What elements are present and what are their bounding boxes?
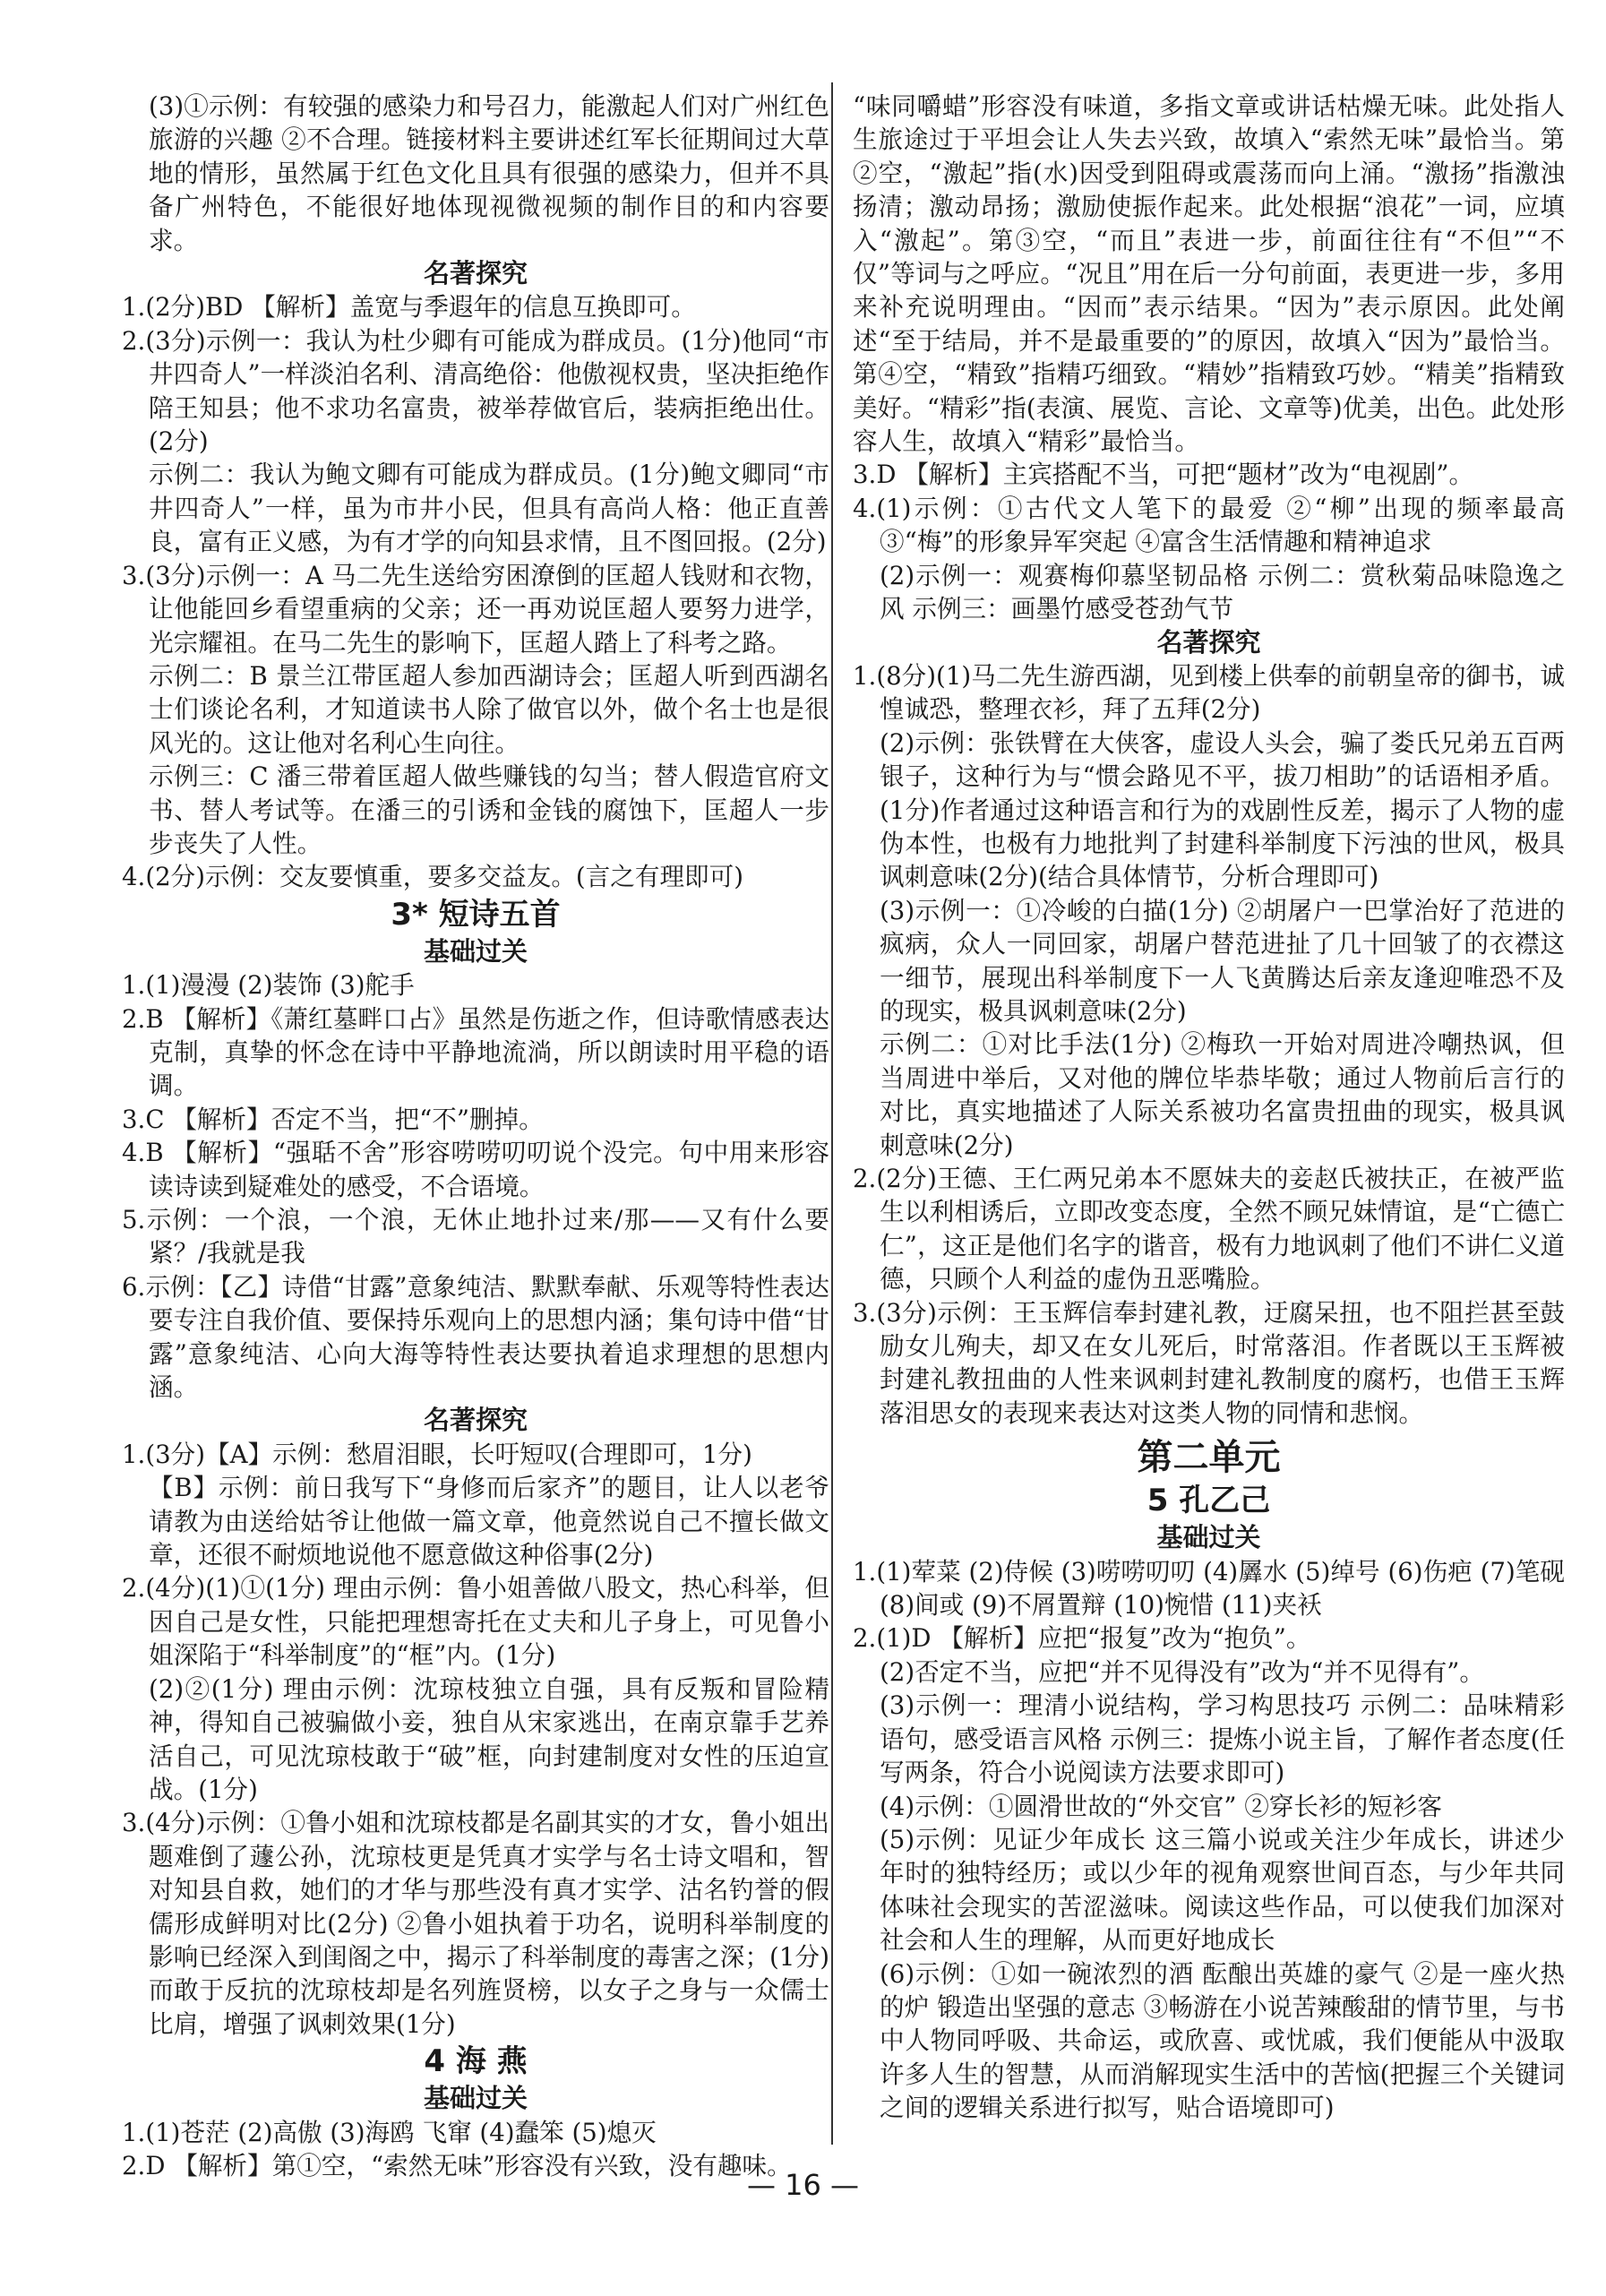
answer-item: 【B】示例：前日我写下“身修而后家齐”的题目，让人以老爷请教为由送给姑爷让他做一篇文章，他竟然说自己不擅长做文章，还很不耐烦地说他不愿意做这种俗事(2分)	[149, 1473, 829, 1570]
answer-item: 3.(3分)示例一：A 马二先生送给穷困潦倒的匡超人钱财和衣物，让他能回乡看望重病的父亲；还一再劝说匡超人要努力进学，光宗耀祖。在马二先生的影响下，匡超人踏上了科考之路。	[122, 560, 829, 658]
answer-item: 3.(4分)示例：①鲁小姐和沈琼枝都是名副其实的才女，鲁小姐出题难倒了蘧公孙，沈琼枝更是凭真才实学与名士诗文唱和，智对知县自救，她们的才华与那些没有真才实学、沽名钓誉的假儒形成鲜明对比(2分) ②鲁小姐执着于功名，说明科举制度的影响已经深入到闺阁之中，揭示了科举制度的毒害之深；(1分)而敢于反抗的沈琼枝却是名列旌贤榜，以女子之身与一众儒士比肩，增强了讽刺效果(1分)	[122, 1808, 829, 2039]
section-title-classic-inquiry: 名著探究	[423, 258, 528, 289]
answer-item: 2.(3分)示例一：我认为杜少卿有可能成为群成员。(1分)他同“市井四奇人”一样淡泊名利、清高绝俗：他傲视权贵，坚决拒绝作陪王知县；他不求功名富贵，被举荐做官后，装病拒绝出仕。(2分)	[122, 325, 829, 457]
lesson-title-5: 5 孔乙己	[1147, 1483, 1271, 1519]
answer-item: 2.B 【解析】《萧红墓畔口占》虽然是伤逝之作，但诗歌情感表达克制，真挚的怀念在诗中平静地流淌，所以朗读时用平稳的语调。	[122, 1003, 829, 1101]
answer-item: (2)示例一：观赛梅仰慕坚韧品格 示例二：赏秋菊品味隐逸之风 示例三：画墨竹感受苍劲气节	[880, 560, 1565, 624]
answer-paragraph: “味同嚼蜡”形容没有味道，多指文章或讲话枯燥无味。此处指人生旅途过于平坦会让人失去兴致，故填入“索然无味”最恰当。第②空，“激起”指(水)因受到阻碍或震荡而向上涌。“激扬”指激浊扬清；激动昂扬；激励使振作起来。此处根据“浪花”一词，应填入“激起”。第③空，“而且”表进一步，前面往往有“不但”“不仅”等词与之呼应。“况且”用在后一分句前面，表更进一步，多用来补充说明理由。“因而”表示结果。“因为”表示原因。此处阐述“至于结局，并不是最重要的”的原因，故填入“因为”最恰当。第④空，“精致”指精巧细致。“精妙”指精致巧妙。“精美”指精致美好。“精彩”指(表演、展览、言论、文章等)优美，出色。此处形容人生，故填入“精彩”最恰当。	[853, 91, 1565, 457]
right-column	[853, 90, 1565, 2125]
answer-item: (3)示例一：①冷峻的白描(1分) ②胡屠户一巴掌治好了范进的疯病，众人一同回家，胡屠户替范进扯了几十回皱了的衣襟这一细节，展现出科举制度下一人飞黄腾达后亲友逢迎唯恐不及的现实，极具讽刺意味(2分)	[880, 895, 1565, 1026]
answer-item: 4.B 【解析】“强聒不舍”形容唠唠叨叨说个没完。句中用来形容读诗读到疑难处的感受，不合语境。	[122, 1138, 829, 1201]
answer-item: (4)示例：①圆滑世故的“外交官” ②穿长衫的短衫客	[880, 1791, 1442, 1821]
answer-item: 2.(2分)王德、王仁两兄弟本不愿妹夫的妾赵氏被扶正，在被严监生以利相诱后，立即改变态度，全然不顾兄妹情谊，是“亡德亡仁”，这正是他们名字的谐音，极有力地讽刺了他们不讲仁义道德，只顾个人利益的虚伪丑恶嘴脸。	[853, 1164, 1565, 1294]
answer-item: (2)示例：张铁臂在大侠客，虚设人头会，骗了娄氏兄弟五百两银子，这种行为与“惯会路见不平，拔刀相助”的话语相矛盾。(1分)作者通过这种语言和行为的戏剧性反差，揭示了人物的虚伪本性，也极有力地批判了封建科举制度下污浊的世风，极具讽刺意味(2分)(结合具体情节，分析合理即可)	[880, 727, 1565, 892]
answer-item: 2.(1)D 【解析】应把“报复”改为“抱负”。	[853, 1623, 1311, 1654]
answer-item: 1.(2分)BD 【解析】盖宽与季遐年的信息互换即可。	[122, 292, 696, 322]
answer-item: 4.(2分)示例：交友要慎重，要多交益友。(言之有理即可)	[122, 862, 744, 892]
section-title-classic-inquiry: 名著探究	[423, 1405, 528, 1436]
answer-item: 3.(3分)示例：王玉辉信奉封建礼教，迂腐呆扭，也不阻拦甚至鼓励女儿殉夫，却又在女儿死后，时常落泪。作者既以王玉辉被封建礼教扭曲的人性来讽刺封建礼教制度的腐朽，也借王玉辉落泪思女的表现来表达对这类人物的同情和悲悯。	[853, 1297, 1565, 1428]
answer-item: 4.(1)示例：①古代文人笔下的最爱 ②“柳”出现的频率最高 ③“梅”的形象异军突起 ④富含生活情趣和精神追求	[853, 493, 1565, 557]
left-column	[122, 90, 829, 2182]
answer-item: 示例三：C 潘三带着匡超人做些赚钱的勾当；替人假造官府文书、替人考试等。在潘三的引诱和金钱的腐蚀下，匡超人一步步丧失了人性。	[149, 761, 829, 858]
answer-item: 3.D 【解析】主宾搭配不当，可把“题材”改为“电视剧”。	[853, 460, 1474, 490]
answer-item: (5)示例：见证少年成长 这三篇小说或关注少年成长，讲述少年时的独特经历；或以少年的视角观察世间百态，与少年共同体味社会现实的苦涩滋味。阅读这些作品，可以使我们加深对社会和人生的理解，从而更好地成长	[880, 1824, 1565, 1956]
lesson-title-4: 4 海 燕	[424, 2043, 528, 2080]
answer-item: 6.示例：【乙】诗借“甘露”意象纯洁、默默奉献、乐观等特性表达要专注自我价值、要保持乐观向上的思想内涵；集句诗中借“甘露”意象纯洁、心向大海等特性表达要执着追求理想的思想内涵。	[122, 1271, 829, 1403]
section-title-basics: 基础过关	[423, 2083, 528, 2114]
answer-item: 1.(8分)(1)马二先生游西湖，见到楼上供奉的前朝皇帝的御书，诚惶诚恐，整理衣衫，拜了五拜(2分)	[853, 660, 1565, 725]
answer-item: (2)②(1分) 理由示例：沈琼枝独立自强，具有反叛和冒险精神，得知自己被骗做小妾，独自从宋家逃出，在南京靠手艺养活自己，可见沈琼枝敢于“破”框，向封建制度对女性的压迫宣战。(1分)	[149, 1673, 829, 1804]
answer-item: 示例二：B 景兰江带匡超人参加西湖诗会；匡超人听到西湖名士们谈论名利，才知道读书人除了做官以外，做个名士也是很风光的。这让他对名利心生向往。	[149, 660, 829, 758]
answer-item: (2)否定不当，应把“并不见得没有”改为“并不见得有”。	[880, 1656, 1484, 1687]
answer-item: (3)示例一：理清小说结构，学习构思技巧 示例二：品味精彩语句，感受语言风格 示例三：提炼小说主旨，了解作者态度(任写两条，符合小说阅读方法要求即可)	[880, 1690, 1565, 1788]
column-divider	[831, 82, 833, 2145]
answer-item: 2.D 【解析】第①空，“索然无味”形容没有兴致，没有趣味。	[122, 2150, 792, 2180]
answer-item: 3.C 【解析】否定不当，把“不”删掉。	[122, 1104, 544, 1134]
unit-title: 第二单元	[1137, 1437, 1281, 1479]
answer-item: 5.示例：一个浪，一个浪，无休止地扑过来/那——又有什么要紧？/我就是我	[122, 1205, 829, 1268]
answer-paragraph: (3)①示例：有较强的感染力和号召力，能激起人们对广州红色旅游的兴趣 ②不合理。链接材料主要讲述红军长征期间过大草地的情形，虽然属于红色文化且具有很强的感染力，但并不具备广州特色，不能很好地体现视微视频的制作目的和内容要求。	[149, 91, 829, 255]
answer-item: (6)示例：①如一碗浓烈的酒 酝酿出英雄的豪气 ②是一座火热的炉 锻造出坚强的意志 ③畅游在小说苦辣酸甜的情节里，与书中人物同呼吸、共命运，或欣喜、或忧戚，我们便能从中汲取许多人生的智慧，从而消解现实生活中的苦恼(把握三个关键词之间的逻辑关系进行拟写，贴合语境即可)	[880, 1958, 1565, 2123]
answer-item: 2.(4分)(1)①(1分) 理由示例：鲁小姐善做八股文，热心科举，但因自己是女性，只能把理想寄托在丈夫和儿子身上，可见鲁小姐深陷于“科举制度”的“框”内。(1分)	[122, 1573, 829, 1671]
answer-item: 1.(1)苍茫 (2)高傲 (3)海鸥 飞窜 (4)蠢笨 (5)熄灭	[122, 2117, 657, 2147]
answer-item: 1.(1)荤菜 (2)侍候 (3)唠唠叨叨 (4)羼水 (5)绰号 (6)伤疤 (7)笔砚 (8)间或 (9)不屑置辩 (10)惋惜 (11)夹袄	[853, 1556, 1565, 1621]
answer-item: 示例二：①对比手法(1分) ②梅玖一开始对周进冷嘲热讽，但当周进中举后，又对他的牌位毕恭毕敬；通过人物前后言行的对比，真实地描述了人际关系被功名富贵扭曲的现实，极具讽刺意味(2分)	[880, 1029, 1565, 1160]
section-title-basics: 基础过关	[1156, 1522, 1261, 1553]
answer-item: 1.(1)漫漫 (2)装饰 (3)舵手	[122, 970, 415, 1001]
section-title-classic-inquiry: 名著探究	[1156, 626, 1261, 658]
answer-item: 示例二：我认为鲍文卿有可能成为群成员。(1分)鲍文卿同“市井四奇人”一样，虽为市井小民，但具有高尚人格：他正直善良，富有正义感，为有才学的向知县求情，且不图回报。(2分)	[149, 460, 829, 557]
section-title-basics: 基础过关	[423, 935, 528, 967]
lesson-title-3: 3* 短诗五首	[391, 896, 561, 933]
page-number: — 16 —	[746, 2168, 860, 2202]
answer-item: 1.(3分)【A】示例：愁眉泪眼，长吁短叹(合理即可，1分)	[122, 1439, 752, 1469]
